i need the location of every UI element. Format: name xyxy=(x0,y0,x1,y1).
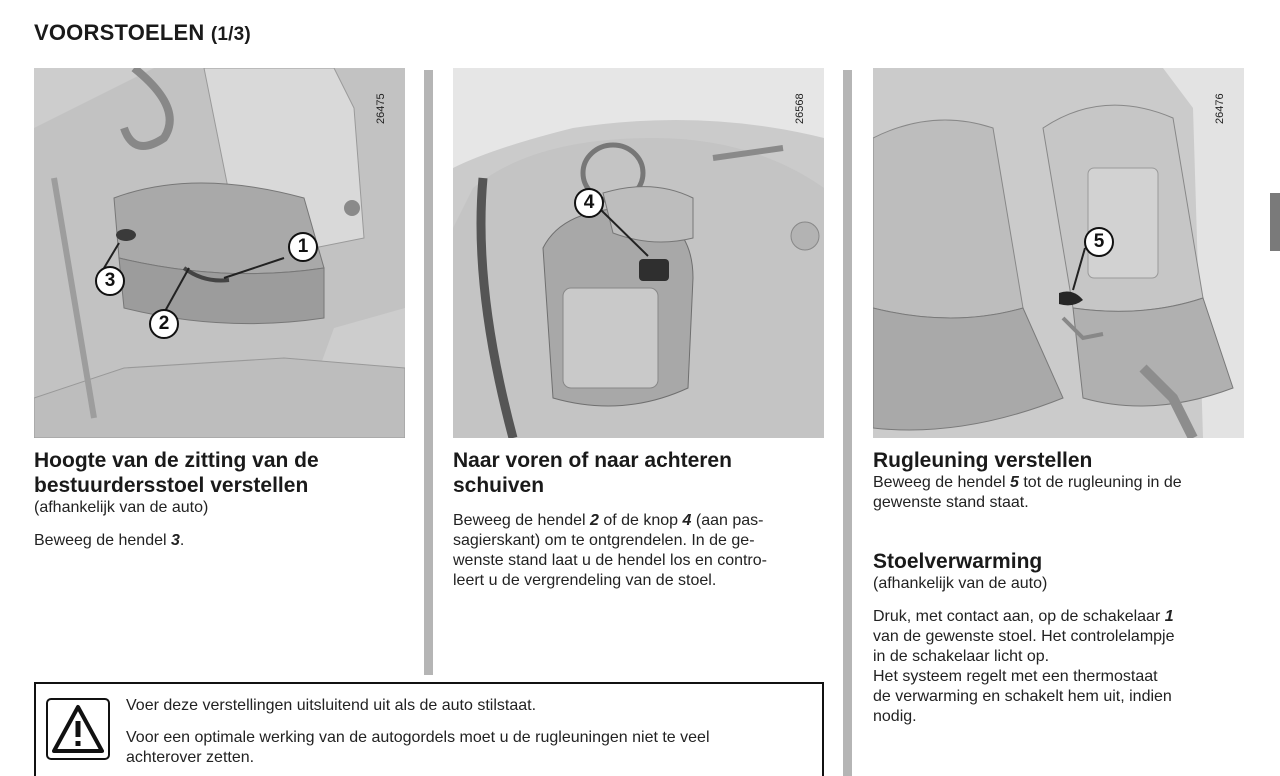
availability-note: (afhankelijk van de auto) xyxy=(34,499,209,516)
heading-seat-slide: Naar voren of naar achteren schuiven xyxy=(453,449,732,497)
figure-code: 26476 xyxy=(1214,93,1226,124)
warning-triangle-icon xyxy=(46,698,110,760)
callout-3: 3 xyxy=(95,266,125,296)
warning-line-2: Voor een optimale werking van de autogordels moet u de rugleuningen niet te veel xyxy=(126,729,710,746)
instruction-seat-height: Beweeg de hendel 3. xyxy=(34,532,185,549)
seatback-recline-lever-illustration xyxy=(873,68,1244,438)
heading-recline: Rugleuning verstellen xyxy=(873,449,1093,472)
page-title xyxy=(34,20,251,46)
driver-seat-height-lever-illustration xyxy=(34,68,405,438)
figure-seat-height xyxy=(34,68,405,438)
heading-seat-heating: Stoelverwarming xyxy=(873,550,1043,573)
page-title-suffix: (1/3) xyxy=(210,24,251,45)
page-title-text: VOORSTOELEN xyxy=(34,20,205,45)
availability-note: (afhankelijk van de auto) xyxy=(873,575,1048,592)
column-divider xyxy=(424,70,433,675)
instruction-recline: Beweeg de hendel 5 tot de rugleuning in de gewenste stand staat. xyxy=(873,474,1182,511)
passenger-seat-slide-button-illustration xyxy=(453,68,824,438)
column-divider xyxy=(843,70,852,776)
figure-seat-slide xyxy=(453,68,824,438)
heading-seat-height: Hoogte van de zitting van de bestuurdersstoel verstellen xyxy=(34,449,319,497)
figure-seatback xyxy=(873,68,1244,438)
callout-1: 1 xyxy=(288,232,318,262)
instruction-seat-heating: Druk, met contact aan, op de schakelaar 1 van de gewenste stoel. Het controlelampje in de schakelaar licht op. Het systeem regelt met een thermostaat de verwarming en schakelt hem uit, indien nodig. xyxy=(873,608,1175,725)
warning-line-3: achterover zetten. xyxy=(126,749,255,766)
warning-box xyxy=(34,682,824,776)
callout-5: 5 xyxy=(1084,227,1114,257)
instruction-seat-slide: Beweeg de hendel 2 of de knop 4 (aan pas- sagierskant) om te ontgrendelen. In de ge- wenste stand laat u de hendel los en contro- leert u de vergrendeling van de stoel. xyxy=(453,512,767,589)
callout-2: 2 xyxy=(149,309,179,339)
figure-code: 26475 xyxy=(375,93,387,124)
figure-code: 26568 xyxy=(794,93,806,124)
warning-line-1: Voer deze verstellingen uitsluitend uit als de auto stilstaat. xyxy=(126,697,537,714)
callout-4: 4 xyxy=(574,188,604,218)
section-tab xyxy=(1270,193,1280,251)
